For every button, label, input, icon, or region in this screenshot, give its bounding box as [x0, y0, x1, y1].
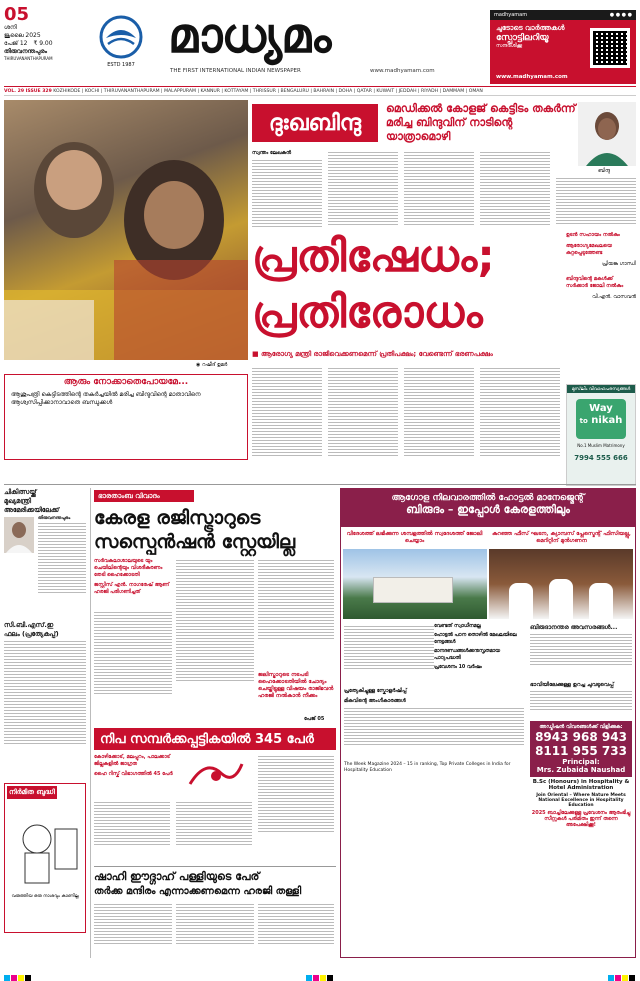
hotel-list-head-4: പ്രവേശനം 10 വർഷം	[434, 665, 482, 671]
registrar-headline: കേരള രജിസ്ട്രാറുടെ സസ്പെൻഷൻ സ്റ്റേയില്ല	[94, 507, 296, 553]
left-section-1: ചികിത്സയ്ക്ക്	[4, 488, 37, 496]
registrar-label-text: ഭാരതാംബ വിവാദം	[98, 492, 160, 500]
cm-photo	[4, 517, 34, 553]
registrar-pull: ജലിസ്ട്രാറുടെ നടപടി ഹൈക്കോടതിയിൽ ചോദ്യം ചെയ്തിട്ടുള്ള വിഷയം രാജ്ഭവൻ ഹരജി നൽകാൻ നീക്കം	[258, 672, 334, 699]
registrar-col-1	[94, 610, 172, 722]
hotel-ad-col-1	[344, 624, 434, 684]
hotel-list-head-6: മികവിന്റെ അംഗീകാരങ്ങൾ	[344, 698, 406, 704]
top-story-col-4	[480, 150, 550, 228]
cartoon-title: നിർമിത ബുദ്ധി	[7, 786, 57, 799]
top-headline: മെഡിക്കൽ കോളജ് കെട്ടിടം തകർന്ന് മരിച്ച ബിന്ദുവിന് നാടിന്റെ യാത്രാമൊഴി	[386, 102, 576, 143]
top-story-photo	[4, 100, 248, 360]
kicker-box	[252, 104, 378, 142]
hotel-list-head-1: വേണ്ടത് സ്വാധീനമല്ല	[434, 624, 481, 629]
hotel-list	[434, 624, 524, 671]
chefs-photo	[489, 549, 633, 619]
cartoon-illustration	[7, 799, 83, 889]
main-story-col-4	[480, 366, 560, 462]
left-column	[4, 488, 86, 958]
logo-mark	[98, 14, 144, 68]
side-point-2: ആരോഗ്യമേഖലയെ കുറ്റപ്പെടുത്തേണ്ട	[566, 243, 612, 256]
nipah-headline: നിപ സമ്പർക്കപ്പട്ടികയിൽ 345 പേർ	[100, 731, 314, 747]
subhead: ■ ആരോഗ്യ മന്ത്രി രാജിവെക്കണമെന്ന് പ്രതിപക്ഷം; വേണ്ടെന്ന് ഭരണപക്ഷം	[252, 350, 493, 358]
brand-3: nikah	[591, 415, 623, 426]
promo-box[interactable]	[490, 10, 636, 84]
left-second-head: സി.ബി.എസ്.ഇ	[4, 621, 54, 629]
portrait-caption: ബിന്ദു	[598, 168, 610, 174]
hotel-highlights-head: ഭാവിയിലേക്കുള്ള ഉറച്ച ചുവടുവെപ്പ്	[530, 682, 614, 688]
kicker: ദുഃഖബിന്ദു	[268, 110, 362, 136]
nipah-virus-illustration	[186, 754, 246, 794]
hotel-right-col	[530, 632, 632, 680]
cartoon-caption: വരുത്തിയ ഒരു നാശവും കാണില്ല	[11, 894, 79, 899]
edition: തിരുവനന്തപുരം	[4, 48, 48, 55]
byline: സ്വന്തം ലേഖകൻ	[252, 150, 292, 156]
registrar-more[interactable]: പേജ് 05	[304, 716, 325, 722]
main-headline-1: പ്രതിഷേധം;	[252, 231, 495, 282]
left-section-2: മുഖ്യമന്ത്രി	[4, 497, 31, 505]
nipah-bullet-1: കോഴിക്കോട്, മലപ്പുറം, പാലക്കാട് ജില്ലകളിൽ ജാഗ്രത	[94, 754, 171, 767]
principal-label: Principal:	[562, 758, 600, 766]
promo-line3: സന്ദർശിക്കൂ	[496, 43, 523, 49]
matrimony-label: മുസ്‌ലിം വിവാഹപരസ്യങ്ങൾ	[567, 385, 635, 393]
quote-head: ആരും നോക്കാതെപോയമേ...	[63, 377, 189, 387]
nipah-bullet-2: ഹൈ റിസ്ക് വിഭാഗത്തിൽ 45 പേർ	[94, 771, 173, 777]
left-section-3: അമേരിക്കയിലേക്ക്	[4, 506, 60, 514]
top-story-col-2	[328, 150, 398, 228]
nipah-col-1	[94, 800, 170, 860]
top-story-col-1	[252, 158, 322, 228]
qr-code-icon[interactable]	[590, 28, 630, 68]
side-point-3: ബിന്ദുവിന്റെ മകൾക്ക് സർക്കാർ ജോലി നൽകും	[566, 276, 624, 289]
brand-2: to	[579, 417, 588, 425]
matrimony-ad[interactable]	[566, 384, 636, 486]
paper-name: മാധ്യമം	[168, 8, 331, 64]
cartoon-box	[4, 783, 86, 933]
quote-box	[4, 374, 248, 460]
promo-handle: madhyamam	[494, 12, 528, 18]
phone-1[interactable]: 8943 968 943	[535, 730, 627, 744]
main-story-col-1	[252, 366, 322, 462]
website: www.madhyamam.com	[370, 68, 435, 74]
hotel-headline-2: ബിരുദം – ഇപ്പോൾ കേരളത്തിലും	[406, 503, 570, 516]
bottom-col-1	[94, 902, 172, 958]
bottom-col-3	[258, 902, 334, 958]
hotel-ranking: The Week Magazine 2024 – 15 in ranking, Top Private Colleges in India for Hospitality Education	[344, 762, 511, 773]
registrar-bullet-1: സർവകലാശാലയുടെ യും ചെയിലിന്റെയും വിശദീകരണം തേടി ഹൈക്കോടതി	[94, 558, 163, 578]
price: ₹ 9.00	[33, 40, 53, 47]
nipah-col-3	[258, 754, 334, 860]
hotel-footer: 2025 ബാച്ചിലേക്കുള്ള പ്രവേശനം ആരംഭിച്ചു സീറ്റുകൾ പരിമിതം ഇന്ന് തന്നെ അപേക്ഷിക്കൂ!	[531, 810, 631, 828]
social-icons: ● ● ● ●	[609, 12, 632, 18]
hotel-ad-col-2	[344, 706, 524, 760]
registrar-col-3	[258, 558, 334, 668]
top-story-col-3	[404, 150, 474, 228]
registrar-bullet-2: ജസ്റ്റിസ് എൻ. നാഗരേഷ് ആണ് ഹരജി പരിഗണിച്ചത്	[94, 582, 170, 595]
hotel-list-head-5: പ്രത്യേകിച്ചുള്ള സ്കോളർഷിപ്പ്	[344, 688, 407, 694]
mourning-women-illustration	[4, 100, 248, 360]
degree: B.Sc (Honours) in Hospitality & Hotel Administration	[532, 779, 630, 791]
left-byline: തിരുവനന്തപുരം	[38, 516, 71, 521]
main-story-col-2	[328, 366, 398, 462]
registrar-label	[94, 490, 194, 502]
hotel-right-head: ബിരുദാനന്തര അവസരങ്ങൾ...	[530, 624, 618, 631]
estd: ESTD 1987	[107, 62, 135, 68]
brand-1: Way	[589, 403, 613, 414]
tagline: THE FIRST INTERNATIONAL INDIAN NEWSPAPER	[170, 68, 301, 74]
hotel-ad[interactable]	[340, 488, 636, 958]
bottom-headline-1: ഷാഹി ഈദ്ഗാഹ് പള്ളിയുടെ പേര്	[94, 870, 260, 883]
hotel-highlights-col	[530, 689, 632, 719]
vol-bar	[4, 86, 636, 96]
phone-2[interactable]: 8111 955 733	[535, 744, 627, 758]
bottom-headline-2: തർക്ക മന്ദിരം എന്നാക്കണമെന്ന ഹരജി തള്ളി	[94, 886, 302, 897]
principal-name: Mrs. Zubaida Naushad	[536, 766, 626, 774]
promo-line2: സ്പോട്ടിലറിയൂ	[496, 33, 549, 43]
hotel-list-head-3: മാനദണ്ഡങ്ങൾക്കനുസൃതമായ പാഠ്യപദ്ധതി	[434, 649, 500, 661]
page-count: പേജ് 12	[4, 40, 28, 47]
hotel-tagline: Join Oriental – Where Nature Meets National Excellence in Hospitality Education	[536, 793, 626, 808]
portrait	[578, 102, 636, 166]
volume: VOL. 29 ISSUE 329	[4, 89, 52, 94]
hotel-sub-1: വിദേശത്ത് ലഭിക്കുന്ന ശമ്പളത്തിൽ സ്വദേശത്ത് ജോലി ചെയ്യാം	[346, 531, 483, 544]
hotel-headline-1: ആഗോള നിലവാരത്തിൽ ഹോട്ടൽ മാനേജ്മെന്റ്	[391, 493, 585, 503]
contact-head: അഡ്മിഷൻ വിവരങ്ങൾക്ക് വിളിക്കുക:	[539, 724, 623, 730]
bottom-col-2	[176, 902, 254, 958]
quote-body: ആശുപത്രി കെട്ടിടത്തിന്റെ തകർച്ചയിൽ മരിച്ച ബിന്ദുവിന്റെ മാതാവിനെ ആശ്വസിപ്പിക്കാനാവാതെ ബന്ധുക്കൾ	[11, 391, 201, 406]
hotel-sub-2: കുറഞ്ഞ ഫീസ് ഘടന, ക്യാമ്പസ് പ്ലേസ്മെന്റ് ഫിസിയല്ലു, മെറിറ്റിന് മുൻഗണന	[492, 531, 631, 544]
campus-photo	[343, 549, 487, 619]
main-headline-2: പ്രതിരോധം	[252, 287, 483, 338]
matrimony-phone[interactable]: 7994 555 666	[574, 454, 628, 462]
hotel-list-head-2: ഹോട്ടൽ പഠന തൊഴിൽ മേഖലയിലെ നേട്ടങ്ങൾ	[434, 633, 517, 645]
hotel-ad-header	[341, 489, 635, 527]
nipah-bullets	[94, 754, 182, 778]
side-credit-1: പ്രിയങ്ക ഗാന്ധി	[601, 261, 636, 267]
edition-en: THIRUVANANTHAPURAM	[4, 56, 53, 61]
date-box	[4, 6, 64, 66]
date-text: ജൂലൈ 2025	[4, 32, 41, 39]
color-registration-marks	[4, 966, 636, 976]
edition-cities: KOZHIKODE | KOCHI | THIRUVANANTHAPURAM | MALAPPURAM | KANNUR | KOTTAYAM | THRISSUR | BENGALURU | BAHRAIN | DOHA | QATAR | KUWAIT | JEDDAH | RIYADH | DAMMAM | OMAN	[53, 89, 483, 94]
nipah-banner	[94, 728, 336, 750]
top-story-col-5	[556, 176, 636, 228]
nipah-col-2	[176, 800, 252, 860]
contact-box[interactable]	[530, 721, 632, 777]
promo-line1: ചുടോടെ വാർത്തകൾ	[496, 24, 565, 32]
left-second-head-2: ഫലം (പ്രത്യേകപ്പ്)	[4, 630, 59, 638]
promo-site[interactable]: www.madhyamam.com	[496, 74, 568, 80]
main-story-col-3	[404, 366, 474, 462]
photo-credit: ◉ റഷീദ് ഉമർ	[196, 362, 228, 368]
side-point-1: ഉടൻ സഹായം നൽകും	[566, 232, 620, 238]
sidebar-points	[566, 232, 636, 382]
day-number: 05	[4, 4, 30, 25]
registrar-col-2	[176, 558, 254, 722]
matrimony-sub: No.1 Muslim Matrimony	[577, 443, 625, 448]
side-credit-2: വി.എൻ. വാസവൻ	[592, 294, 636, 300]
weekday: ശനി	[4, 24, 17, 31]
registrar-bullets	[94, 558, 172, 596]
